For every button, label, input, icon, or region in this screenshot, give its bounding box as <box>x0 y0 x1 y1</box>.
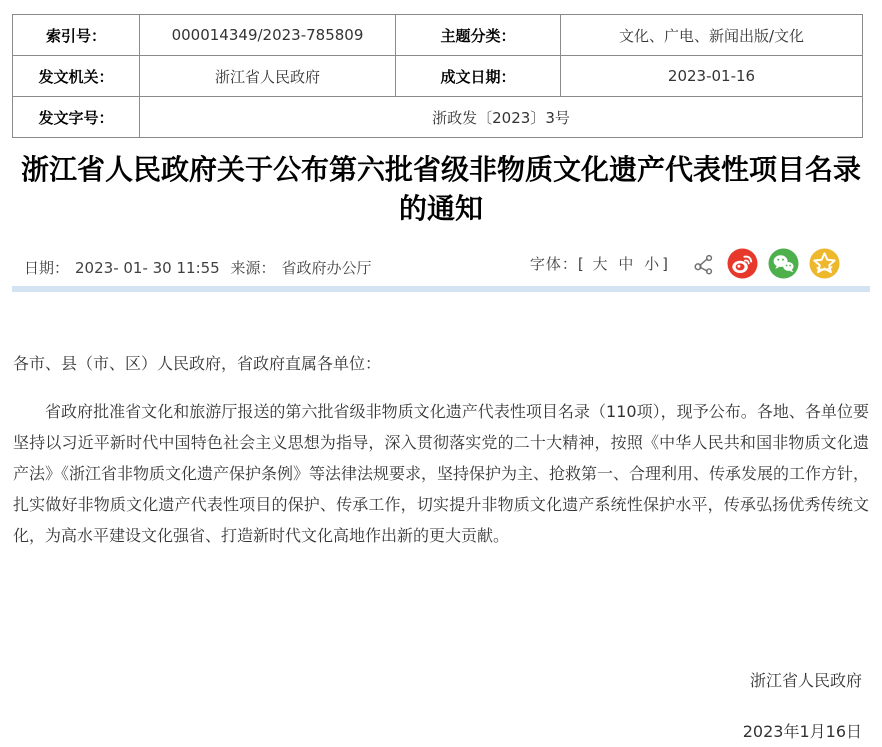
issue-date-value: 2023-01-16 <box>561 56 863 97</box>
meta-bar <box>12 248 870 284</box>
publish-date: 2023- 01- 30 11:55 <box>75 259 220 277</box>
font-size-small-button[interactable]: 小 <box>644 255 661 273</box>
main-paragraph: 省政府批准省文化和旅游厅报送的第六批省级非物质文化遗产代表性项目名录（110项），现予公布。各地、各单位要坚持以习近平新时代中国特色社会主义思想为指导，深入贯彻落实党的二十大精神，按照《中华人民共和国非物质文化遗产法》《浙江省非物质文化遗产保护条例》等法律法规要求，坚持保护为主、抢救第一、合理利用、传承发展的工作方针，扎实做好非物质文化遗产代表性项目的保护、传承工作，切实提升非物质文化遗产系统性保护水平，传承弘扬优秀传统文化，为高水平建设文化强省、打造新时代文化高地作出新的更大贡献。 <box>13 402 870 545</box>
document-number-value: 浙政发〔2023〕3号 <box>140 97 863 138</box>
subject-category-value: 文化、广电、新闻出版/文化 <box>561 15 863 56</box>
font-share-controls <box>530 248 840 279</box>
index-number-label: 索引号： <box>13 15 140 56</box>
font-label: 字体： <box>529 255 578 273</box>
issuing-agency-value: 浙江省人民政府 <box>140 56 396 97</box>
font-bracket-open: [ <box>577 255 585 273</box>
table-row <box>13 15 863 56</box>
issue-date-label: 成文日期： <box>396 56 561 97</box>
wechat-icon[interactable] <box>768 248 799 279</box>
font-bracket-close: ] <box>662 255 669 273</box>
weibo-icon[interactable] <box>727 248 758 279</box>
qzone-icon[interactable] <box>809 248 840 279</box>
table-row <box>13 97 863 138</box>
issuing-agency-label: 发文机关： <box>13 56 140 97</box>
date-label: 日期： <box>24 259 70 277</box>
font-size-large-button[interactable]: 大 <box>592 255 609 273</box>
index-number-value: 000014349/2023-785809 <box>140 15 396 56</box>
salutation: 各市、县（市、区）人民政府，省政府直属各单位： <box>13 354 382 373</box>
font-size-control <box>530 253 669 274</box>
document-number-label: 发文字号： <box>13 97 140 138</box>
document-body <box>13 348 869 551</box>
signature-date: 2023年1月16日 <box>742 722 862 741</box>
share-icon[interactable] <box>693 253 715 275</box>
section-divider <box>12 286 870 292</box>
table-row <box>13 56 863 97</box>
signature: 浙江省人民政府 <box>749 671 862 690</box>
subject-category-label: 主题分类： <box>396 15 561 56</box>
page-title: 浙江省人民政府关于公布第六批省级非物质文化遗产代表性项目名录的通知 <box>20 153 861 225</box>
source-value: 省政府办公厅 <box>281 259 372 277</box>
font-size-medium-button[interactable]: 中 <box>618 255 635 273</box>
date-source-line <box>24 257 378 278</box>
source-label: 来源： <box>230 259 276 277</box>
document-info-table <box>12 14 862 138</box>
